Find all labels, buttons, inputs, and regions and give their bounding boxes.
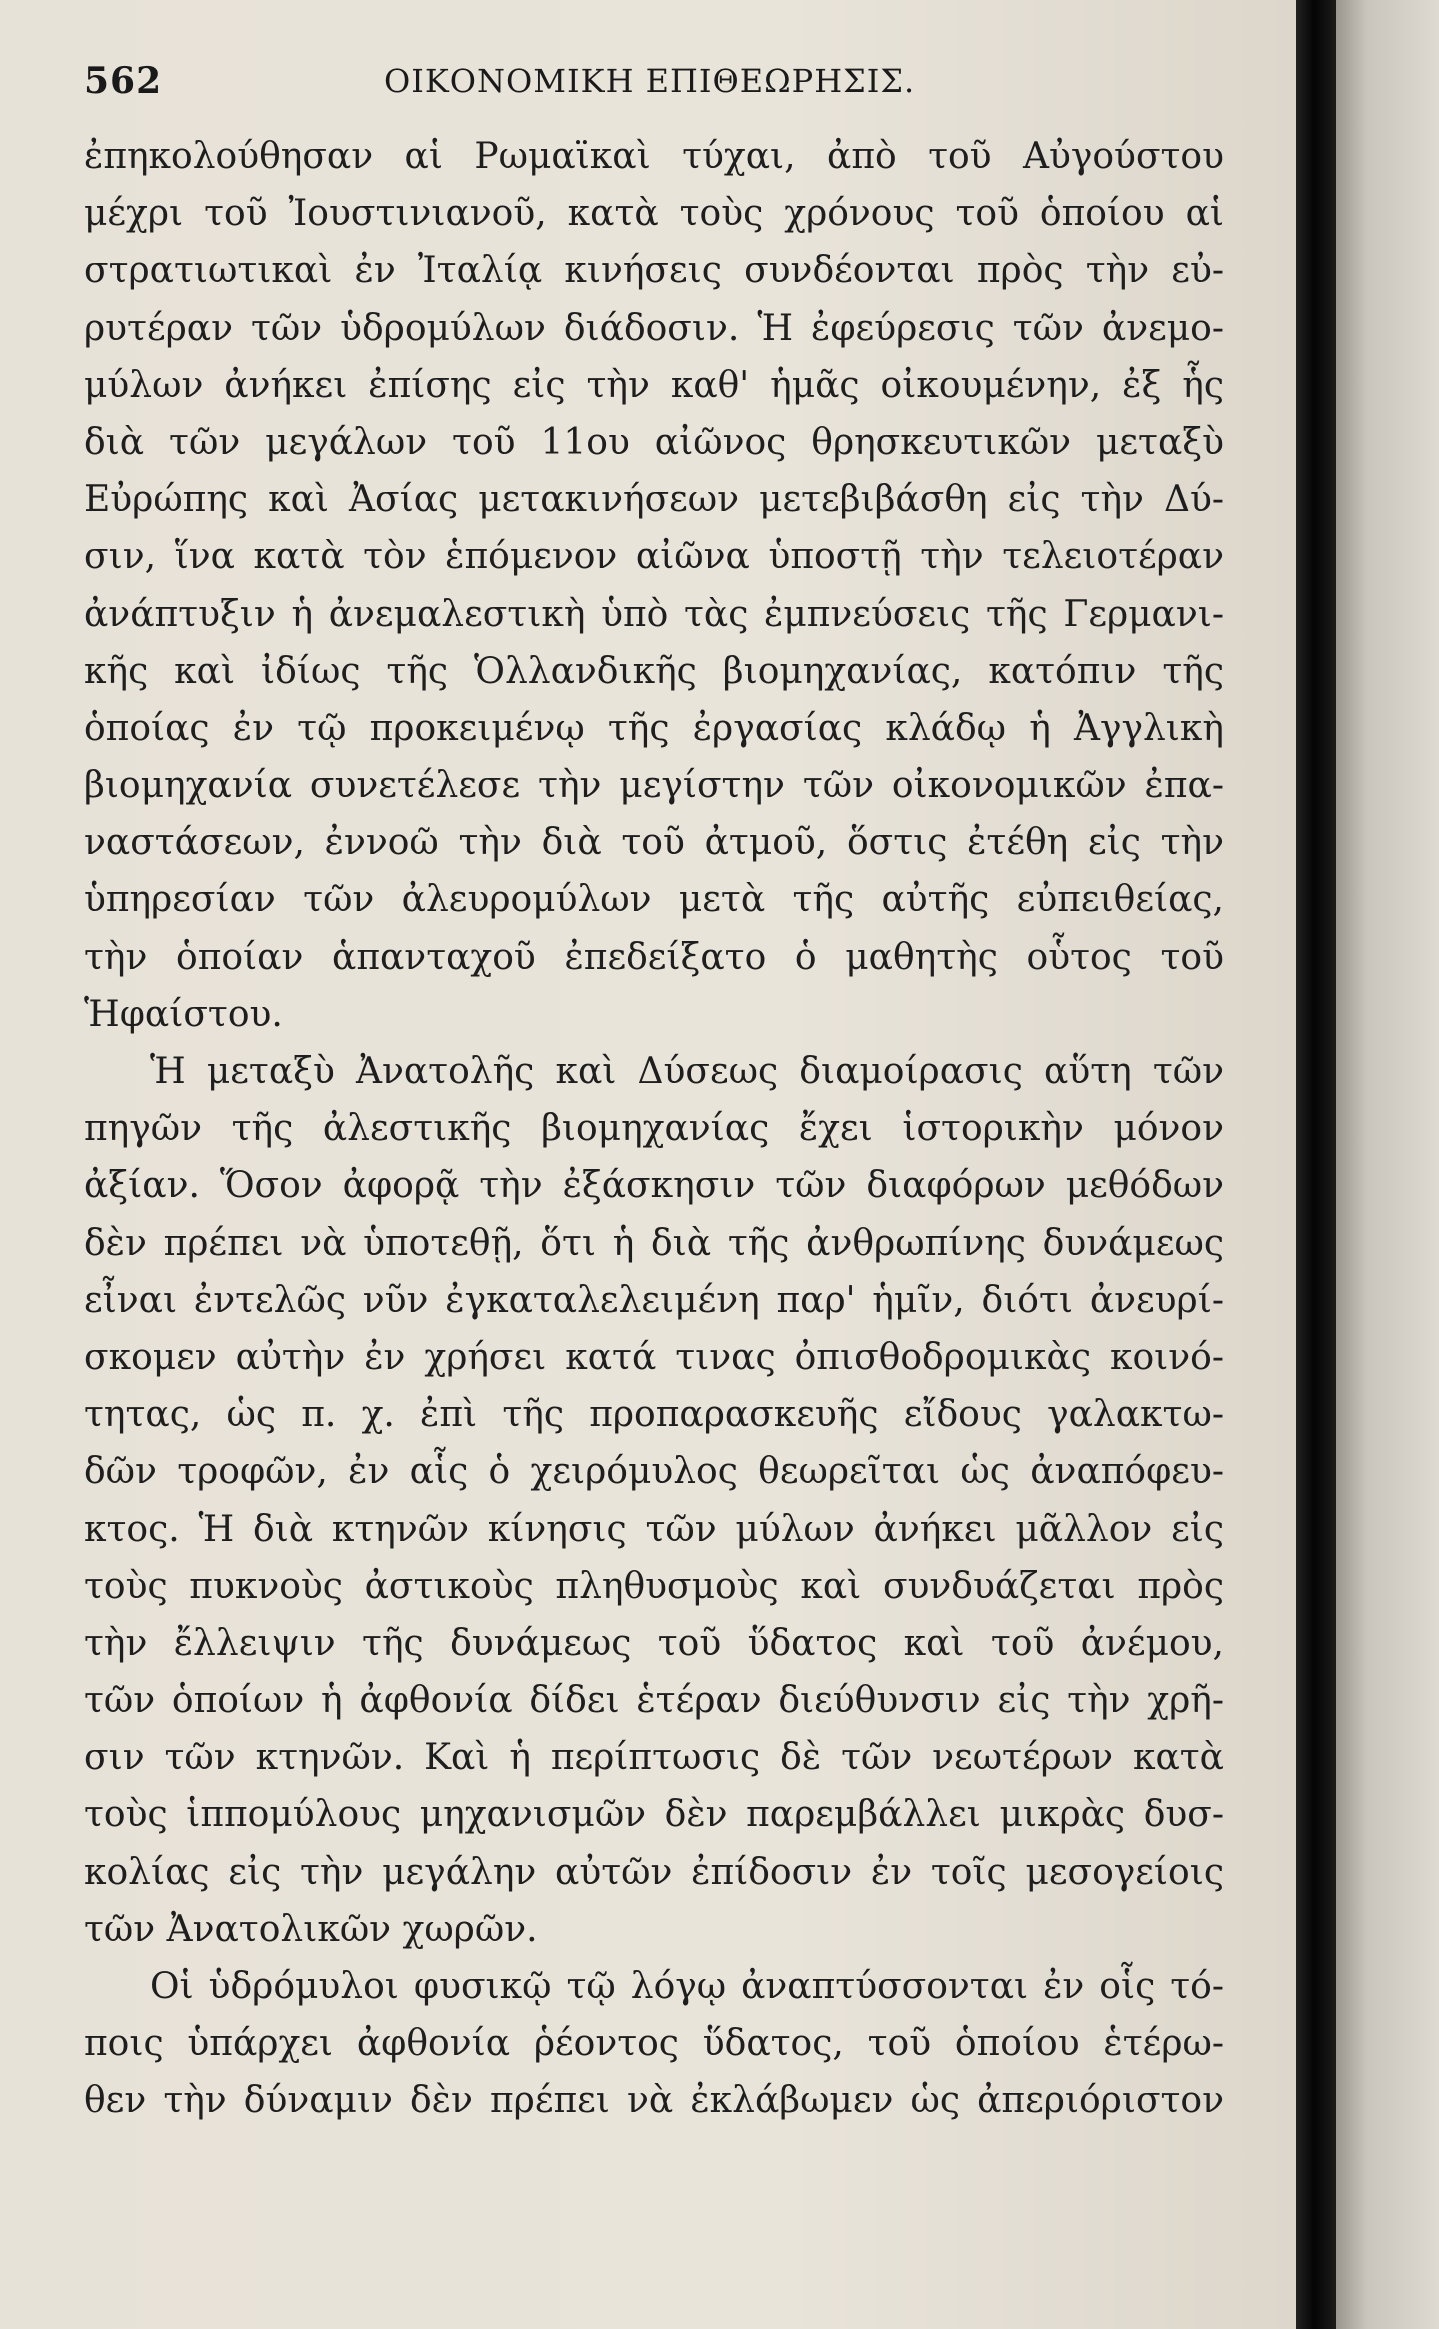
text-line: στρατιωτικαὶ ἐν Ἰταλίᾳ κινήσεις συνδέονται πρὸς τὴν εὐ- [84,250,1224,292]
text-line: ἀνάπτυξιν ἡ ἀνεμαλεστικὴ ὑπὸ τὰς ἐμπνεύσεις τῆς Γερμανι- [84,593,1224,635]
text-line: ὁποίας ἐν τῷ προκειμένῳ τῆς ἐργασίας κλάδῳ ἡ Ἀγγλικὴ [84,707,1224,749]
text-line: ποις ὑπάρχει ἀφθονία ῥέοντος ὕδατος, τοῦ ὁποίου ἑτέρω- [84,2023,1224,2065]
text-line: κῆς καὶ ἰδίως τῆς Ὁλλανδικῆς βιομηχανίας, κατόπιν τῆς [84,650,1224,692]
text-line: δὲν πρέπει νὰ ὑποτεθῇ, ὅτι ἡ διὰ τῆς ἀνθρωπίνης δυνάμεως [84,1222,1224,1264]
text-line: τῶν ὁποίων ἡ ἀφθονία δίδει ἑτέραν διεύθυνσιν εἰς τὴν χρῆ- [84,1680,1224,1722]
text-line: Οἱ ὑδρόμυλοι φυσικῷ τῷ λόγῳ ἀναπτύσσονται ἐν οἷς τό- [150,1966,1224,2007]
text-line: βιομηχανία συνετέλεσε τὴν μεγίστην τῶν οἰκονομικῶν ἐπα- [84,765,1224,807]
page-header [84,52,1224,112]
text-line: κτος. Ἡ διὰ κτηνῶν κίνησις τῶν μύλων ἀνήκει μᾶλλον εἰς [84,1508,1224,1550]
text-line: κολίας εἰς τὴν μεγάλην αὐτῶν ἐπίδοσιν ἐν τοῖς μεσογείοις [84,1851,1224,1893]
page-number: 562 [84,60,163,102]
text-line: εἶναι ἐντελῶς νῦν ἐγκαταλελειμένη παρ' ἡμῖν, διότι ἀνευρί- [84,1279,1224,1321]
text-line: τοὺς ἱππομύλους μηχανισμῶν δὲν παρεμβάλλει μικρὰς δυσ- [84,1794,1224,1836]
text-line: Ἡ μεταξὺ Ἀνατολῆς καὶ Δύσεως διαμοίρασις αὕτη τῶν [150,1051,1224,1092]
text-line: θεν τὴν δύναμιν δὲν πρέπει νὰ ἐκλάβωμεν ὡς ἀπεριόριστον [84,2080,1224,2122]
text-line: τὴν ἔλλειψιν τῆς δυνάμεως τοῦ ὕδατος καὶ τοῦ ἀνέμου, [84,1622,1224,1664]
text-line: μύλων ἀνήκει ἐπίσης εἰς τὴν καθ' ἡμᾶς οἰκουμένην, ἐξ ἧς [84,364,1224,406]
adjacent-page-edge [1336,0,1439,2329]
text-line: Ἡφαίστου. [84,993,283,1035]
text-line: ρυτέραν τῶν ὑδρομύλων διάδοσιν. Ἡ ἐφεύρεσις τῶν ἀνεμο- [84,307,1224,349]
text-line: μέχρι τοῦ Ἰουστινιανοῦ, κατὰ τοὺς χρόνους τοῦ ὁποίου αἱ [84,193,1224,235]
text-line: ἀξίαν. Ὅσον ἀφορᾷ τὴν ἐξάσκησιν τῶν διαφόρων μεθόδων [84,1165,1224,1207]
book-binding-gutter [1296,0,1336,2329]
body-text [84,128,1224,2130]
text-line: ναστάσεων, ἐννοῶ τὴν διὰ τοῦ ἀτμοῦ, ὅστις ἐτέθη εἰς τὴν [84,822,1224,864]
text-line: τὴν ὁποίαν ἁπανταχοῦ ἐπεδείξατο ὁ μαθητὴς οὗτος τοῦ [84,936,1224,978]
text-line: σκομεν αὐτὴν ἐν χρήσει κατά τινας ὀπισθοδρομικὰς κοινό- [84,1336,1224,1378]
text-line: πηγῶν τῆς ἀλεστικῆς βιομηχανίας ἔχει ἱστορικὴν μόνον [84,1108,1224,1150]
text-line: διὰ τῶν μεγάλων τοῦ 11ου αἰῶνος θρησκευτικῶν μεταξὺ [84,421,1224,463]
text-line: τητας, ὡς π. χ. ἐπὶ τῆς προπαρασκευῆς εἴδους γαλακτω- [84,1394,1224,1436]
text-line: ἐπηκολούθησαν αἱ Ρωμαϊκαὶ τύχαι, ἀπὸ τοῦ Αὐγούστου [84,136,1224,177]
text-line: δῶν τροφῶν, ἐν αἷς ὁ χειρόμυλος θεωρεῖται ὡς ἀναπόφευ- [84,1451,1224,1493]
text-line: σιν, ἵνα κατὰ τὸν ἑπόμενον αἰῶνα ὑποστῇ τὴν τελειοτέραν [84,536,1224,578]
text-line: ὑπηρεσίαν τῶν ἀλευρομύλων μετὰ τῆς αὐτῆς εὐπειθείας, [84,879,1224,921]
text-line: Εὐρώπης καὶ Ἀσίας μετακινήσεων μετεβιβάσθη εἰς τὴν Δύ- [84,479,1224,521]
text-line: τοὺς πυκνοὺς ἀστικοὺς πληθυσμοὺς καὶ συνδυάζεται πρὸς [84,1565,1224,1607]
text-line: τῶν Ἀνατολικῶν χωρῶν. [84,1908,538,1950]
text-line: σιν τῶν κτηνῶν. Καὶ ἡ περίπτωσις δὲ τῶν νεωτέρων κατὰ [84,1737,1224,1779]
running-head: ΟΙΚΟΝΟΜΙΚΗ ΕΠΙΘΕΩΡΗΣΙΣ. [384,62,916,100]
